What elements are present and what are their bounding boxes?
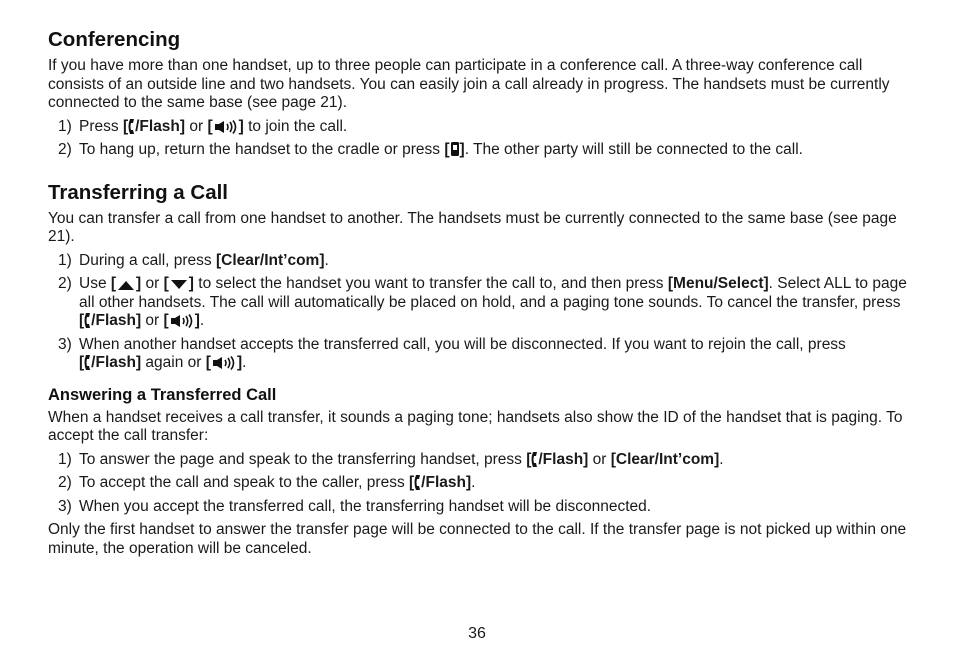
step-number: 1)	[58, 117, 72, 135]
answering-outro: Only the first handset to answer the transfer page will be connected to the call. If the transfer page is not picked up within one minute, the operation will be canceled.	[48, 521, 907, 557]
flash-key: [ /Flash]	[79, 354, 142, 371]
step-number: 3)	[58, 335, 72, 353]
step-number: 2)	[58, 275, 72, 292]
speaker-key: [ ]	[207, 117, 244, 135]
flash-key: [ /Flash]	[122, 117, 186, 135]
speaker-icon	[169, 314, 195, 328]
heading-answering: Answering a Transferred Call	[48, 385, 277, 404]
list-item: 2) To accept the call and speak to the caller, press [ /Flash].	[58, 474, 476, 491]
speaker-icon	[211, 356, 237, 370]
conferencing-steps	[48, 118, 908, 160]
conferencing-intro: If you have more than one handset, up to three people can participate in a conference call. A three-way conference call consists of an outside line and two handsets. You can easily join a call already in progress. The handsets must be currently connected to the same base (see page 21).	[48, 57, 890, 111]
down-key: [ ]	[163, 275, 194, 292]
flash-key: [ /Flash]	[526, 450, 589, 468]
up-key: [ ]	[110, 275, 142, 292]
speaker-key: [ ]	[163, 312, 200, 329]
heading-transferring: Transferring a Call	[48, 180, 229, 204]
step-number: 3)	[58, 497, 72, 515]
down-arrow-icon	[169, 279, 189, 291]
answering-intro: When a handset receives a call transfer, it sounds a paging tone; handsets also show the ID of the handset that is paging. To accept the call transfer:	[48, 408, 903, 444]
speaker-icon	[213, 120, 239, 134]
manual-page	[48, 28, 908, 563]
answering-steps	[48, 451, 908, 517]
step-number: 2)	[58, 141, 72, 158]
up-arrow-icon	[116, 279, 136, 291]
clear-intcom-key: [Clear/Int’com]	[610, 450, 720, 468]
menu-select-key: [Menu/Select]	[667, 275, 769, 292]
step-number: 2)	[58, 474, 72, 491]
list-item: 2) To hang up, return the handset to the cradle or press [ ]. The other party will still be connected to the call.	[58, 141, 803, 158]
flash-key: [ /Flash]	[409, 474, 472, 491]
speaker-key: [ ]	[205, 354, 243, 371]
list-item: 1) Press [ /Flash] or [ ] to join the call.	[58, 117, 348, 135]
list-item: 3) When you accept the transferred call, the transferring handset will be disconnected.	[58, 497, 652, 515]
clear-intcom-key: [Clear/Int’com]	[215, 251, 325, 269]
heading-conferencing: Conferencing	[48, 28, 181, 51]
list-item: 1) During a call, press [Clear/Int’com].	[58, 251, 329, 269]
list-item: 2) Use [ ] or [ ] to select the handset you want to transfer the call to, and then press [Menu/Select]. Select ALL to page all other handsets. The call will automatically be placed on hold, and a paging tone sounds. To cancel the transfer, press [ /Flash] or [ ].	[58, 275, 907, 329]
transferring-intro: You can transfer a call from one handset to another. The handsets must be currently connected to the same base (see page 21).	[48, 209, 897, 245]
step-number: 1)	[58, 450, 72, 468]
list-item: 1) To answer the page and speak to the transferring handset, press [ /Flash] or [Clear/Int’com].	[58, 450, 724, 468]
flash-key: [ /Flash]	[79, 312, 142, 329]
end-key: [ ]	[444, 141, 465, 158]
handset-end-icon	[450, 141, 460, 157]
page-number: 36	[468, 625, 486, 642]
step-number: 1)	[58, 251, 72, 269]
transferring-steps	[48, 252, 908, 373]
list-item: 3) When another handset accepts the transferred call, you will be disconnected. If you want to rejoin the call, press [ /Flash] again or [ ].	[58, 335, 846, 371]
